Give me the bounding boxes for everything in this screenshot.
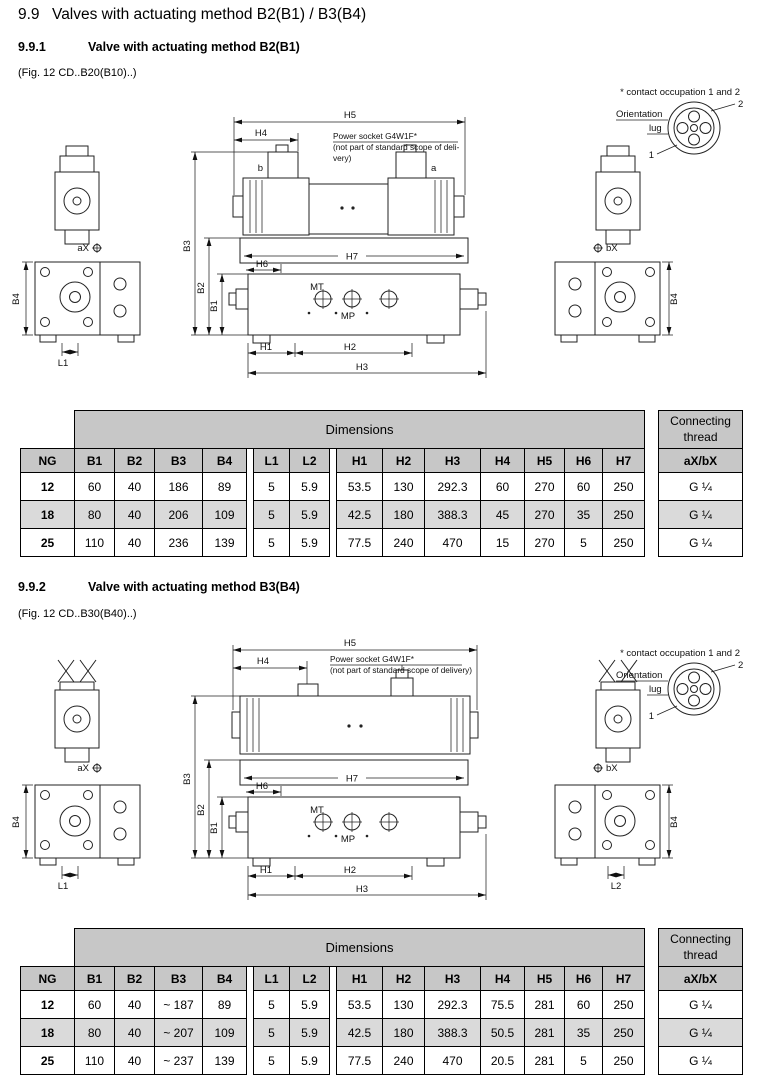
value-cell: 5.9 <box>290 501 330 529</box>
column-header: L1 <box>254 449 290 473</box>
value-cell: G ¼ <box>659 529 743 557</box>
column-gap <box>645 473 659 501</box>
solenoid-b-label: b <box>257 163 263 174</box>
value-cell: G ¼ <box>659 501 743 529</box>
value-cell: 292.3 <box>425 473 481 501</box>
thread-header-line2: thread <box>683 429 718 444</box>
dim-label-h7-2: H7 <box>345 773 359 785</box>
column-gap <box>330 501 337 529</box>
dim-label-l1-1: L1 <box>57 358 69 369</box>
column-header: L2 <box>290 967 330 991</box>
value-cell: 77.5 <box>337 1047 383 1075</box>
side-view-right-1 <box>555 146 680 342</box>
value-cell: 5.9 <box>290 473 330 501</box>
column-header: B4 <box>203 967 247 991</box>
dim-label-h5-2: H5 <box>343 638 357 649</box>
table-column-header-row <box>21 967 743 991</box>
dim-label-h7-1: H7 <box>345 251 359 263</box>
port-mp-label-2: MP <box>340 834 356 845</box>
column-gap <box>645 929 659 967</box>
dim-label-b1-1: B1 <box>209 300 220 312</box>
column-gap <box>330 1047 337 1075</box>
value-cell: 5 <box>254 1047 290 1075</box>
value-cell: 45 <box>481 501 525 529</box>
value-cell: 236 <box>155 529 203 557</box>
dim-label-b2-2: B2 <box>196 804 207 816</box>
value-cell: 5 <box>565 1047 603 1075</box>
column-header: H1 <box>337 449 383 473</box>
dim-label-b4-left-2: B4 <box>11 816 22 828</box>
value-cell: 60 <box>75 473 115 501</box>
value-cell: 60 <box>481 473 525 501</box>
subsection-2-text: Valve with actuating method B3(B4) <box>88 580 300 594</box>
table-column-header-row <box>21 449 743 473</box>
thread-header-line2: thread <box>683 947 718 962</box>
contact-occupation-note-2: * contact occupation 1 and 2 <box>620 648 740 659</box>
column-gap <box>645 529 659 557</box>
value-cell: 250 <box>603 529 645 557</box>
value-cell: 139 <box>203 1047 247 1075</box>
column-gap <box>645 449 659 473</box>
value-cell: 180 <box>383 501 425 529</box>
value-cell: 270 <box>525 529 565 557</box>
column-header: B4 <box>203 449 247 473</box>
dim-label-h1-1: H1 <box>259 342 273 353</box>
value-cell: 240 <box>383 529 425 557</box>
column-gap <box>645 967 659 991</box>
port-bx-label-1: bX <box>606 243 618 254</box>
value-cell: 77.5 <box>337 529 383 557</box>
power-socket-note-line1-2: Power socket G4W1F* <box>330 654 414 664</box>
column-header: H5 <box>525 967 565 991</box>
table-row <box>21 473 743 501</box>
dim-label-b4-right-2: B4 <box>669 816 680 828</box>
value-cell: 250 <box>603 1019 645 1047</box>
value-cell: ~ 187 <box>155 991 203 1019</box>
value-cell: 206 <box>155 501 203 529</box>
subsection-1-text: Valve with actuating method B2(B1) <box>88 40 300 54</box>
value-cell: 180 <box>383 1019 425 1047</box>
value-cell: 139 <box>203 529 247 557</box>
dim-label-l1-2: L1 <box>57 881 69 892</box>
value-cell: G ¼ <box>659 1047 743 1075</box>
table-row <box>21 529 743 557</box>
column-header: B1 <box>75 967 115 991</box>
port-bx-label-2: bX <box>606 763 618 774</box>
value-cell: 50.5 <box>481 1019 525 1047</box>
value-cell: 388.3 <box>425 1019 481 1047</box>
table-1-container <box>20 410 743 557</box>
column-gap <box>330 473 337 501</box>
value-cell: 5 <box>254 529 290 557</box>
power-socket-note-line2-2: (not part of standard scope of delivery) <box>330 665 473 675</box>
value-cell: 80 <box>75 1019 115 1047</box>
value-cell: 5.9 <box>290 1047 330 1075</box>
value-cell: 42.5 <box>337 1019 383 1047</box>
value-cell: 110 <box>75 529 115 557</box>
column-header: H4 <box>481 449 525 473</box>
value-cell: 40 <box>115 529 155 557</box>
value-cell: 40 <box>115 991 155 1019</box>
dim-label-h5-1: H5 <box>343 110 357 121</box>
value-cell: 40 <box>115 1047 155 1075</box>
value-cell: 35 <box>565 501 603 529</box>
side-view-left-2 <box>11 660 140 892</box>
row-label-cell: 25 <box>21 1047 75 1075</box>
value-cell: 60 <box>75 991 115 1019</box>
column-header: L2 <box>290 449 330 473</box>
column-header: aX/bX <box>659 967 743 991</box>
value-cell: 53.5 <box>337 473 383 501</box>
value-cell: G ¼ <box>659 1019 743 1047</box>
value-cell: 5 <box>254 473 290 501</box>
value-cell: ~ 207 <box>155 1019 203 1047</box>
table-row <box>21 501 743 529</box>
row-label-cell: 12 <box>21 473 75 501</box>
orientation-label: Orientation <box>616 670 663 681</box>
value-cell: 53.5 <box>337 991 383 1019</box>
side-view-left-1 <box>11 146 140 369</box>
table-2-container <box>20 928 743 1075</box>
column-gap <box>645 1047 659 1075</box>
value-cell: 250 <box>603 473 645 501</box>
column-header: NG <box>21 449 75 473</box>
power-socket-note-line1-1: Power socket G4W1F* <box>333 131 417 141</box>
column-gap <box>247 473 254 501</box>
value-cell: 470 <box>425 1047 481 1075</box>
value-cell: 5.9 <box>290 991 330 1019</box>
dim-label-h3-1: H3 <box>355 362 369 373</box>
figure-caption-2: (Fig. 12 CD..B30(B40)..) <box>18 608 137 620</box>
column-header: H6 <box>565 967 603 991</box>
value-cell: 292.3 <box>425 991 481 1019</box>
value-cell: 40 <box>115 473 155 501</box>
table-row <box>21 1019 743 1047</box>
value-cell: 250 <box>603 1047 645 1075</box>
thread-header-line1: Connecting <box>670 413 731 428</box>
dim-label-h1-2: H1 <box>259 865 273 876</box>
front-view-2 <box>182 638 486 900</box>
pin-1-label: 1 <box>648 150 654 161</box>
subsection-2-number: 9.9.2 <box>18 580 46 594</box>
value-cell: 130 <box>383 473 425 501</box>
corner-spacer <box>21 929 75 967</box>
solenoid-a-label: a <box>431 163 437 174</box>
dim-label-h4-2: H4 <box>256 656 270 667</box>
dim-label-b2-1: B2 <box>196 282 207 294</box>
corner-spacer <box>21 411 75 449</box>
value-cell: 80 <box>75 501 115 529</box>
value-cell: 89 <box>203 473 247 501</box>
value-cell: ~ 237 <box>155 1047 203 1075</box>
value-cell: 35 <box>565 1019 603 1047</box>
column-header: H1 <box>337 967 383 991</box>
value-cell: 5 <box>565 529 603 557</box>
column-gap <box>330 1019 337 1047</box>
connecting-thread-header <box>659 929 743 967</box>
column-gap <box>330 967 337 991</box>
column-header: H7 <box>603 449 645 473</box>
orientation-label: Orientation <box>616 109 663 120</box>
value-cell: 20.5 <box>481 1047 525 1075</box>
pin-1-label: 1 <box>648 711 654 722</box>
dimensions-header: Dimensions <box>75 929 645 967</box>
port-mp-label-1: MP <box>340 311 356 322</box>
value-cell: 109 <box>203 501 247 529</box>
port-ax-label-1: aX <box>77 243 89 254</box>
port-ax-label-2: aX <box>77 763 89 774</box>
value-cell: 60 <box>565 473 603 501</box>
column-gap <box>247 449 254 473</box>
power-socket-note-line2-1: (not part of standard scope of deli- <box>333 142 460 152</box>
value-cell: 240 <box>383 1047 425 1075</box>
value-cell: 186 <box>155 473 203 501</box>
column-header: H3 <box>425 449 481 473</box>
column-gap <box>645 411 659 449</box>
dim-label-b4-left-1: B4 <box>11 293 22 305</box>
dim-label-h2-2: H2 <box>343 865 357 876</box>
column-header: NG <box>21 967 75 991</box>
value-cell: 5 <box>254 501 290 529</box>
value-cell: 5.9 <box>290 1019 330 1047</box>
column-header: H2 <box>383 449 425 473</box>
value-cell: 110 <box>75 1047 115 1075</box>
column-gap <box>330 449 337 473</box>
column-gap <box>247 501 254 529</box>
column-gap <box>645 991 659 1019</box>
dim-label-h4-1: H4 <box>254 128 268 139</box>
port-mt-label-2: MT <box>310 805 324 816</box>
value-cell: G ¼ <box>659 473 743 501</box>
contact-occupation-note-1: * contact occupation 1 and 2 <box>620 87 740 98</box>
dim-label-h6-1: H6 <box>255 259 269 270</box>
pin-2-label: 2 <box>738 660 744 671</box>
value-cell: 109 <box>203 1019 247 1047</box>
table-row <box>21 991 743 1019</box>
column-header: B2 <box>115 449 155 473</box>
value-cell: 130 <box>383 991 425 1019</box>
value-cell: 5.9 <box>290 529 330 557</box>
figure-caption-1: (Fig. 12 CD..B20(B10)..) <box>18 67 137 79</box>
lug-label: lug <box>649 684 662 695</box>
connecting-thread-header <box>659 411 743 449</box>
column-gap <box>330 991 337 1019</box>
column-header: H4 <box>481 967 525 991</box>
value-cell: 89 <box>203 991 247 1019</box>
dim-label-h3-2: H3 <box>355 884 369 895</box>
column-gap <box>645 1019 659 1047</box>
dimensions-table-1 <box>20 410 743 557</box>
column-header: H5 <box>525 449 565 473</box>
front-view-1 <box>182 110 486 378</box>
value-cell: 5 <box>254 991 290 1019</box>
dimensions-header: Dimensions <box>75 411 645 449</box>
pin-2-label: 2 <box>738 99 744 110</box>
column-header: B1 <box>75 449 115 473</box>
column-gap <box>247 1019 254 1047</box>
column-gap <box>247 991 254 1019</box>
column-gap <box>247 967 254 991</box>
column-header: H2 <box>383 967 425 991</box>
table-row <box>21 1047 743 1075</box>
column-header: aX/bX <box>659 449 743 473</box>
dimensions-table-2 <box>20 928 743 1075</box>
row-label-cell: 25 <box>21 529 75 557</box>
column-header: B3 <box>155 967 203 991</box>
dim-label-b1-2: B1 <box>209 822 220 834</box>
power-socket-note-line3-1: very) <box>333 153 352 163</box>
column-header: L1 <box>254 967 290 991</box>
value-cell: 5 <box>254 1019 290 1047</box>
value-cell: 40 <box>115 501 155 529</box>
page-title-text: Valves with actuating method B2(B1) / B3(B4) <box>52 6 367 23</box>
column-header: H7 <box>603 967 645 991</box>
thread-header-line1: Connecting <box>670 931 731 946</box>
value-cell: 250 <box>603 991 645 1019</box>
lug-label: lug <box>649 123 662 134</box>
value-cell: 60 <box>565 991 603 1019</box>
row-label-cell: 18 <box>21 501 75 529</box>
column-gap <box>247 529 254 557</box>
column-header: H3 <box>425 967 481 991</box>
value-cell: 470 <box>425 529 481 557</box>
value-cell: 75.5 <box>481 991 525 1019</box>
dim-label-b3-1: B3 <box>182 240 193 252</box>
dim-label-h6-2: H6 <box>255 781 269 792</box>
dim-label-l2-2: L2 <box>610 881 622 892</box>
value-cell: 40 <box>115 1019 155 1047</box>
value-cell: 281 <box>525 991 565 1019</box>
value-cell: G ¼ <box>659 991 743 1019</box>
dim-label-h2-1: H2 <box>343 342 357 353</box>
row-label-cell: 12 <box>21 991 75 1019</box>
column-gap <box>645 501 659 529</box>
dim-label-b3-2: B3 <box>182 773 193 785</box>
value-cell: 15 <box>481 529 525 557</box>
value-cell: 42.5 <box>337 501 383 529</box>
page-title-number: 9.9 <box>18 6 40 23</box>
column-header: B2 <box>115 967 155 991</box>
subsection-1-number: 9.9.1 <box>18 40 46 54</box>
value-cell: 270 <box>525 473 565 501</box>
connector-pin-diagram-1 <box>616 87 743 161</box>
table-group-header-row <box>21 929 743 967</box>
value-cell: 250 <box>603 501 645 529</box>
column-header: H6 <box>565 449 603 473</box>
column-gap <box>330 529 337 557</box>
value-cell: 281 <box>525 1047 565 1075</box>
table-group-header-row <box>21 411 743 449</box>
value-cell: 388.3 <box>425 501 481 529</box>
dim-label-b4-right-1: B4 <box>669 293 680 305</box>
column-header: B3 <box>155 449 203 473</box>
value-cell: 281 <box>525 1019 565 1047</box>
port-mt-label-1: MT <box>310 282 324 293</box>
column-gap <box>247 1047 254 1075</box>
value-cell: 270 <box>525 501 565 529</box>
row-label-cell: 18 <box>21 1019 75 1047</box>
